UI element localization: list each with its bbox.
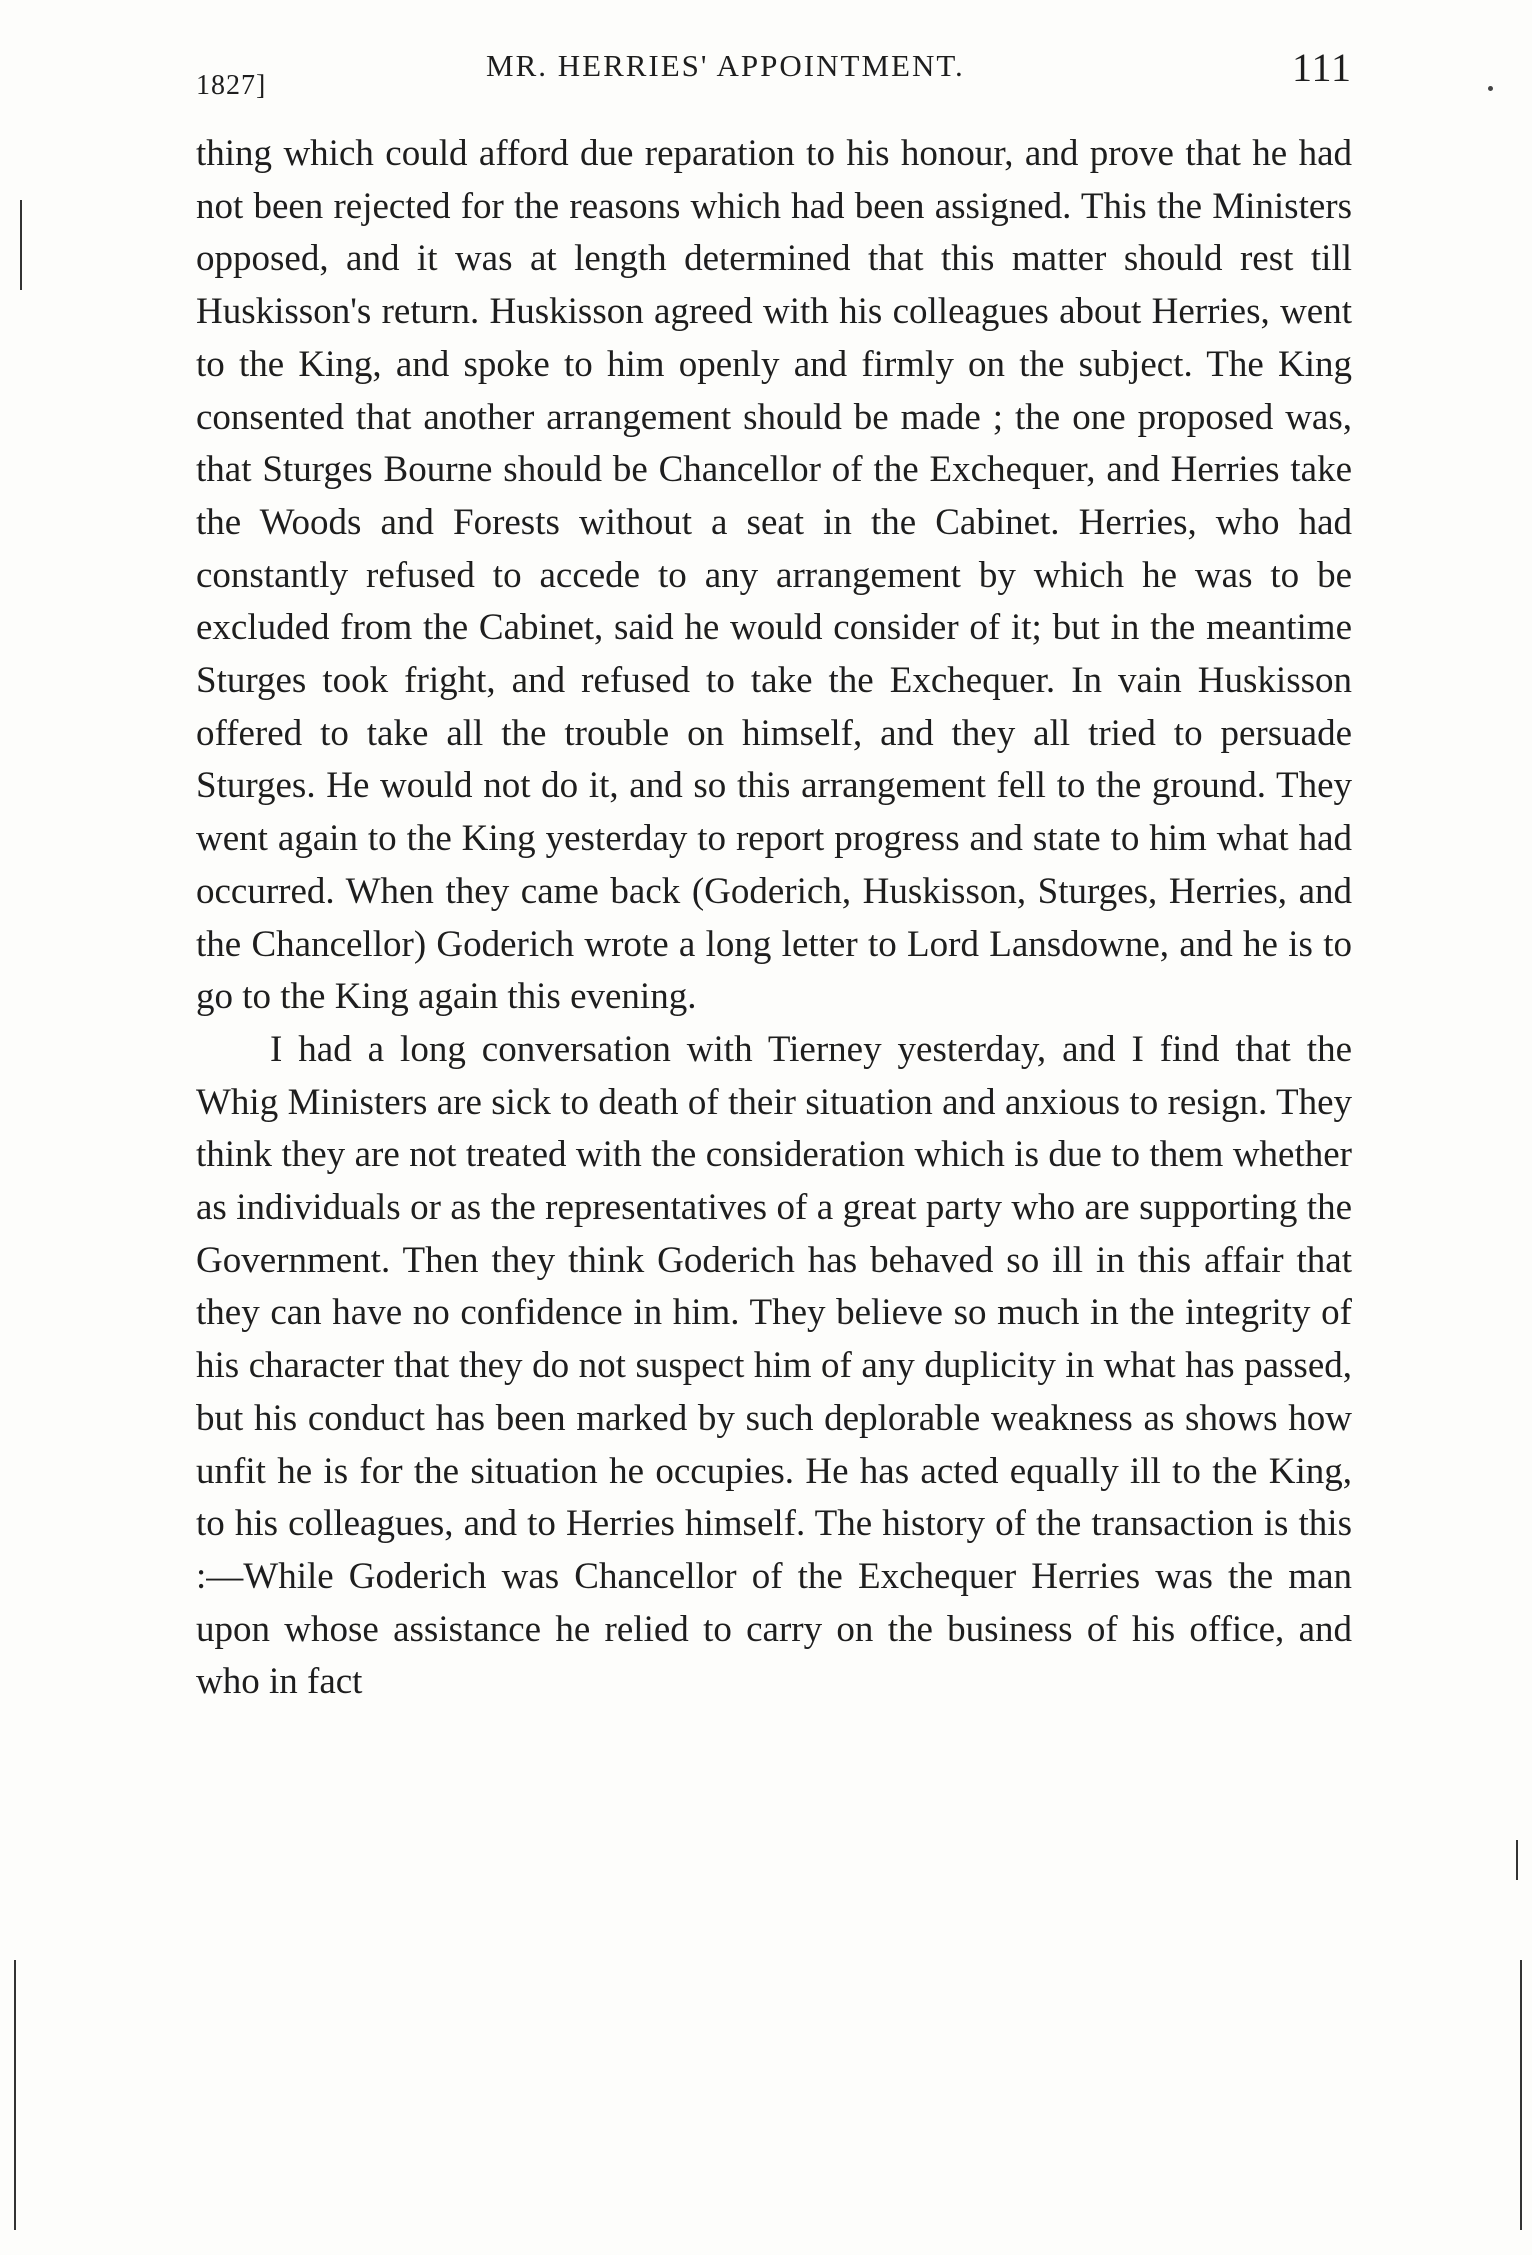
header-title: MR. HERRIES' APPOINTMENT. [486,48,965,83]
body-text [196,128,1352,1709]
scan-dot [1488,86,1493,91]
paragraph-1: thing which could afford due reparation to his honour, and prove that he had not been rejected for the reasons which had been assigned. This the Ministers opposed, and it was at length determined that this matter should rest till Huskisson's return. Huskisson agreed with his colleagues about Herries, went to the King, and spoke to him openly and firmly on the subject. The King consented that another arrangement should be made ; the one proposed was, that Sturges Bourne should be Chancellor of the Exchequer, and Herries take the Woods and Forests without a seat in the Cabinet. Herries, who had constantly refused to accede to any arrangement by which he was to be excluded from the Cabinet, said he would consider of it; but in the meantime Sturges took fright, and refused to take the Exchequer. In vain Huskisson offered to take all the trouble on himself, and they all tried to persuade Sturges. He would not do it, and so this arrangement fell to the ground. They went again to the King yesterday to report progress and state to him what had occurred. When they came back (Goderich, Huskisson, Sturges, Herries, and the Chancellor) Goderich wrote a long letter to Lord Lansdowne, and he is to go to the King again this evening. [196,133,1352,1018]
header-year: 1827] [196,70,267,101]
paragraph-2: I had a long conversation with Tierney yesterday, and I find that the Whig Ministers are sick to death of their situation and anxious to resign. They think they are not treated with the consideration which is due to them whether as individuals or as the representatives of a great party who are supporting the Government. Then they think Goderich has behaved so ill in this affair that they can have no confidence in him. They believe so much in the integrity of his character that they do not suspect him of any duplicity in what has passed, but his conduct has been marked by such deplorable weakness as shows how unfit he is for the situation he occupies. He has acted equally ill to the King, to his colleagues, and to Herries himself. The history of the transaction is this :—While Goderich was Chancellor of the Exchequer Herries was the man upon whose assistance he relied to carry on the business of his office, and who in fact [196,1028,1352,1703]
scan-edge-mark-left-top [20,200,22,290]
scan-edge-mark-left-bottom [14,1960,16,2230]
page-number: 111 [1291,45,1352,90]
scan-edge-mark-right-mid [1516,1840,1518,1880]
running-header [196,44,1352,104]
scan-edge-mark-right-bottom [1520,1960,1522,2230]
